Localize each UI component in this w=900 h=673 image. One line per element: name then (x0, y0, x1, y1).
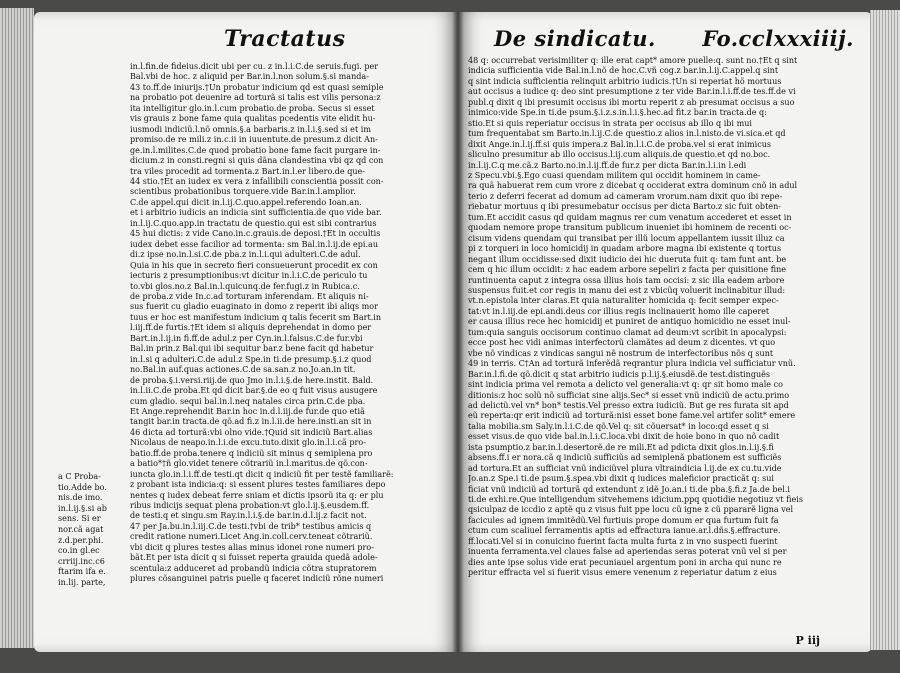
text-line: er causa illius rece hec homicidij et puniret de antiquo homicidio ne esset inul- (468, 317, 791, 327)
right-page-edges (870, 10, 900, 650)
text-line: iecturis z presumptionibus:vt dicitur in.l.i.C.de periculo tu (130, 271, 368, 281)
margin-note-line: z.d.per.phi. (58, 535, 104, 545)
text-line: ficiat vnũ indiciũ ad torturã qd extendunt z idẽ Jo.an.i ti.de pba.§.fi.z Ja.de bel.i (468, 484, 790, 494)
text-line: batio.ff.de proba.tenere q indiciũ sit minus q semiplena pro (130, 448, 373, 458)
text-line: z probant ista indicia:q: si essent plures testes familiares depo (130, 480, 386, 490)
text-line: eũ reperta:qr erit indiciũ ad torturã:nisi esset bone fame.vel artifer solit* emere (468, 411, 796, 421)
text-line: talia mobilia.sm Saly.in.l.i.C.de qõ.Vel q: sit cõuersat* in loco:qd esset q si (468, 421, 769, 431)
text-line: ad delictũ.vel vn* bon* testis.Vel presso extra iudiciũ. But ge res furata sit apd (468, 400, 789, 410)
text-line: scientibus probationibus torquere.vide Bar.in.l.amplior. (130, 187, 356, 197)
text-line: de proba.z vide In.c.ad torturam inferendam. Et aliquis ni- (130, 291, 369, 301)
text-line: 47 per Ja.bu.in.l.iij.C.de testi.†vbi de trib* testibus amicis q (130, 521, 372, 531)
text-line: Et Ange.reprehendit Bar.in hoc in.d.l.iij.de fur.de quo etiã (130, 406, 365, 416)
text-line: suspensus fuit.et cor regis in manu dei est z vbicũq voluerit inclinabitur illud: (468, 285, 786, 295)
text-line: in.l.ij.C.quo.app.in tractatu de questio.qui est sibi contrarius (130, 218, 377, 228)
text-line: dixit Ange.in.l.ij.ff.si quis impera.z Bal.in.l.i.C.de proba.vel si erat inimicus (468, 139, 772, 149)
text-line: tum.Et accidit casus qd quidam magnus rer cum venatum accederet et esset in (468, 212, 792, 222)
text-line: Bal.vbi de hoc. z aliquid per Bar.in.l.non solum.§.si manda- (130, 72, 369, 82)
text-line: stio.Et si quis reperiatur occisus in strata per occisus ab illo q ibi mui (468, 118, 752, 128)
book-gutter (452, 12, 464, 652)
text-line: in.l.ij.C.q me.cã.z Barto.no.in.l.ij.ff.de fur.z per dicta Bar.in.l.i.in l.edi (468, 160, 747, 170)
margin-notes (58, 472, 128, 589)
text-line: bãt.Et per ista dicit q si fuisset reperta grauida quedã adole- (130, 553, 378, 563)
margin-note-line: nis.de imo. (58, 493, 103, 503)
text-line: cem q hic illum occidit: z hac eadem arbore sepeliri z facta per quisitione fine (468, 265, 787, 275)
text-line: inuenta ferramenta.vel claues false ad aperiendas seras poterat vnũ vel si per (468, 547, 787, 557)
text-line: tum frequentabat sm Barto.in.l.ij.C.de questio.z alios in.l.nisto.de vi.sica.et qd (468, 129, 786, 139)
margin-note-line: in.l.ij.§.si ab (58, 503, 107, 513)
folio-number: Fo.cclxxxiiij. (702, 26, 854, 51)
text-line: ista psumptio.z bar.in.l.desertorẽ.de re mili.Et ad pdicta dixit glos.in.l.ij.§.fi (468, 442, 774, 452)
text-line: no.Bal.in auf.quas actiones.C.de sa.san.z no.Jo.an.in tit. (130, 365, 356, 375)
left-page (34, 12, 458, 652)
left-page-edges (0, 8, 34, 648)
text-line: ra quã habuerat rem cum vrore z dicebat q occiderat extra dominum cnõ in adul (468, 181, 798, 191)
text-line: vbi dicit q plures testes alias minus idonei rone numeri pro- (130, 542, 374, 552)
text-line: Quia in his que in secreto fieri consueuerunt procedit ex con (130, 260, 378, 270)
text-line: scentula:z adduceret ad probandũ indicia cõtra stupratorem (130, 563, 377, 573)
text-line: ti.de exhi.re.Que intelligendum sitvehemens idicium.ppq quotidie negotiuz vt fieis (468, 495, 803, 505)
text-line: de proba.§.i.versi.riij.de quo Jmo in.l.i.§.de here.instit. Bald. (130, 375, 374, 385)
text-line: cum gladio. sequi bal.in.l.neq natales circa prin.C.de pba. (130, 396, 366, 406)
text-line: ita intelligitur glo.in.l.cum probatio.de proba. Secus si esset (130, 103, 375, 113)
text-line: Bal.in prin.z Bal.qui ibi sequitur bar.z bene facit qd habetur (130, 344, 374, 354)
text-line: sint indicia prima vel remota a delicto vel generalia:vt q: qr sit homo male co (468, 380, 783, 390)
text-line: in.l.ii.C.de proba.Et qd dicit bar.§.de eo q fuit visus ausugere (130, 386, 378, 396)
text-line: et i arbitrio iudicis an indicia sint sufficientia.de quo vide bar. (130, 208, 382, 218)
text-line: nentes q iudex debeat ferre sniam et dictis ipsorũ ita q: er plu (130, 490, 384, 500)
text-line: iusmodi indiciũ.l.nõ omnis.§.a barbaris.z in.l.i.§.sed si et im (130, 124, 371, 134)
text-line: riebatur mortuus q ibi presumebatur occisus per dicta Barto.z sic fuit obten- (468, 202, 781, 212)
text-line: 45 hui dictis: z vide Cano.in.c.grauis.de deposi.†Et in occultis (130, 229, 381, 239)
margin-note-line: tio.Adde bo. (58, 482, 107, 492)
text-line: in.l.si q adulteri.C.de adul.z Spe.in ti.de presump.§.i.z quod (130, 354, 372, 364)
text-line: z Specu.vbi.§.Ego cuasi quendam militem qui occidit hominem in came- (468, 170, 761, 180)
text-line: to.vbi glos.no.z Bal.in.l.quicunq.de fer.fugi.z in Rubica.c. (130, 281, 360, 291)
text-line: 43 to.ff.de iniurijs.†Un probatur indicium qd est quasi semiple (130, 82, 384, 92)
text-line: di.z ipse no.in.l.si.C.de pba.z in.l.i.qui adulteri.C.de adul. (130, 250, 361, 260)
text-line: tra viles procedit ad tormenta.z Bart.in.l.er libero.de que- (130, 166, 366, 176)
margin-note-line: a C Proba- (58, 472, 101, 481)
text-line: ff.locati.Vel si in conuicino fuerint facta multa furta z in vno suspecti fuerint (468, 536, 778, 546)
text-line: absens.ff.i er nora.cã q indiciũ sufficiũs ad semiplenã pbationem est sufficiẽs (468, 453, 782, 463)
text-line: ad tortura.Et an sufficiat vnũ indiciũvel plura vltraindicia l.ij.de ex cu.tu.vide (468, 463, 782, 473)
text-line: ditionis:z hoc solũ nõ sufficiat sine alijs.Sec* si esset vnũ indiciũ de actu.primo (468, 390, 790, 400)
text-line: peritur effracta vel si fuerit visus emere venenum z reperiatur datum z eius (468, 568, 777, 578)
text-line: esset visus.de quo vide bal.in.l.i.C.loca.vbi dixit de hoie bono in quo nõ cadit (468, 432, 780, 442)
margin-note-line: co.in gl.ec (58, 546, 100, 556)
text-line: inimico:vide Spe.in ti.de psum.§.i.z.s.in.l.i.§.hec.ad fit.z bar.in tracta.de q: (468, 108, 767, 118)
text-line: 48 q: occurrebat verisimiliter q: ille erat capt* amore puelle:q. sunt no.†Et q sint (468, 56, 798, 65)
text-line: na probatio pot deuenire ad torturã si talis est vilis persona:z (130, 93, 381, 103)
left-running-head: Tractatus (224, 26, 346, 52)
text-line: runtinuenta caput z integra ossa illius hois tam occisi: z sic illa eadem arbore (468, 275, 785, 285)
text-line: l.iij.ff.de furtis.†Et idem si aliquis deprehendat in domo per (130, 323, 372, 333)
text-line: iudex debet esse facilior ad tormenta: sm Bal.in.l.ij.de epi.au (130, 239, 379, 249)
text-line: tat:vt in.l.iij.de epi.andi.deus cor illius regis inclinauerit homo ille caperet (468, 306, 770, 316)
text-line: Nicolaus de neapo.in.l.i.de excu.tuto.dixit glo.in.l.i.cã pro- (130, 438, 366, 448)
right-page (458, 12, 872, 652)
margin-note-line: in.lij. parte, (58, 577, 106, 587)
text-line: negant illum occidisse:sed dixit iudicio dei hic dueruta fuit q: tam funt ant. be (468, 254, 787, 264)
text-line: 46 dicta ad torturã:vbi olno vide.†Quid sit indiciũ Bart.alias (130, 427, 373, 437)
margin-note-line: nor.cã agat (58, 524, 104, 534)
text-line: sus fuerit cu gladio euaginato in domo z reperit ibi aliqs mor (130, 302, 378, 312)
text-line: iuncta glo.in.l.i.ff.de testi.qt dicit q indiciũ fit per testẽ familiarẽ: (130, 469, 394, 479)
text-line: ctum cum scaliuel ferramentis aptis ad effractura ianue.ar.l.dñs.§.effracture. (468, 526, 781, 536)
text-line: sliculno presumitur ab illo occisus.l.ij.cum aliquis.de questio.et qd no.boc. (468, 150, 771, 160)
text-line: qsiculpaz de iccdio z aptẽ qu z visus fuit ppe locu cũ igne z cũ ppararẽ ligna vel (468, 505, 794, 515)
right-text-column (468, 56, 856, 579)
text-line: promiso.de re mili.z in.c.ii in iuuentute.de presum.z dicit An- (130, 135, 378, 145)
text-line: dies ante ipse solus vide erat pecuniauel argentum poni in archa qui nunc re (468, 557, 782, 567)
text-line: ribus indicijs sequat plena probation:vt glo.l.ij.§.eusdem.ff. (130, 501, 370, 511)
text-line: indicia sufficientia vide Bal.in.l.nõ de hoc.C.vñ cog.z bar.in.l.ij.C.appel.q sint (468, 66, 779, 76)
left-text-column (130, 62, 450, 585)
signature-mark: P iij (795, 634, 820, 647)
text-line: quodam nemore prope transitum publicum inueniet ibi hominem de recenti oc- (468, 223, 792, 233)
text-line: Jo.an.z Spe.i ti.de psum.§.spea.vbi dixit q iudices maleficior practicãt q: sui (468, 474, 774, 484)
text-line: 44 stio.†Et an iudex ex vera z infallibili conscientia possit con- (130, 176, 384, 186)
text-line: aut occisus a iudice q: deo sint presumptione z ter vide Bar.in.l.i.ff.de tes.ff.de vi (468, 87, 796, 97)
text-line: de testi.q et singu.sm Ray.in.l.i.§.de bar.in.d.l.ij.z facit not. (130, 511, 367, 521)
margin-note-line: ftarim ifa e. (58, 567, 106, 577)
text-line: in.l.fin.de fideius.dicit ubi per cu. z in.l.i.C.de seruis.fugi. per (130, 62, 379, 71)
margin-note-line: crriij.inc.c6 (58, 556, 105, 566)
text-line: vis grauis z bone fame quia qualitas pcedentis vite elidit hu- (130, 114, 376, 124)
text-line: 49 in terris. C†An ad torturã inferẽdã reqrantur plura indicia vel sufficiatur vnũ. (468, 359, 796, 369)
text-line: terio z deferri fecerat ad domum ad cameram vrorum.nam dixit quo ibi repe- (468, 191, 783, 201)
text-line: pi z torqueri in loco homicidij in quadam arbore magna ibi existente q tortus (468, 244, 782, 254)
text-line: tuus er hoc est manifestum indicium q talis fecerit sm Bart.in (130, 312, 382, 322)
text-line: publ.q dixit q ibi presumit occisus ibi mortu reperit z ab presumat occisus a suo (468, 97, 795, 107)
text-line: credit ratione numeri.Licet Ang.in.coll.cerv.teneat cõtrariũ. (130, 532, 373, 542)
margin-note-line: sens. Si er (58, 514, 101, 524)
text-line: a batio*†ñ glo.videt tenere cõtrariũ in.l.maritus.de qõ.con- (130, 459, 368, 469)
text-line: facicules ad ignem immitẽdũ.Vel furtiuis prope domum er qua furtum fuit fa (468, 515, 779, 525)
text-line: plures cõsanguinei patris puelle q faceret indiciũ rõne numeri (130, 574, 384, 584)
text-line: ecce post hec vidi animas interfectorũ clamãtes ad deum z dicentes. vt quo (468, 338, 776, 348)
text-line: C.de appel.qui dicit in.l.ij.C.quo.appel.referendo Ioan.an. (130, 197, 362, 207)
text-line: ge.in.l.milites.C.de quod probatio bone fame facit purgare in- (130, 145, 381, 155)
text-line: Bart.in.l.ij.in fi.ff.de adul.z per Cyn.in.l.falsus.C.de fur.vbi (130, 333, 363, 343)
text-line: tangit bar.in tracta.de qõ.ad fi.z in.l.ii.de here.insti.an sit in (130, 417, 372, 427)
text-line: tum:quia sanguis occisorum continuo clamat ad deum:vt scribit in apocalypsi: (468, 327, 787, 337)
text-line: dicium.z in consti.regni si quis dãna clandestina vbi qz qd con (130, 156, 384, 166)
text-line: q sint indicia sufficientia relinquit arbitrio iudicis.†Un si reperiat hõ mortuus (468, 76, 782, 86)
text-line: vbe nõ vindicas z vindicas sangui nẽ nostrum de interfectoribus nõs q sunt (468, 348, 774, 358)
text-line: cisum videns quendam qui transibat per illũ locum appellantem iussit illuz ca (468, 233, 785, 243)
text-line: vt.n.epistola inter claras.Et quia naturaliter homicida q: fecit semper expec- (468, 296, 779, 306)
right-running-head: De sindicatu. (494, 26, 656, 51)
text-line: Bar.in.l.fi.de qõ.dicit q stat arbitrio iudicis p.l.ij.§.eiusdẽ.de test.distinguẽs (468, 369, 771, 379)
